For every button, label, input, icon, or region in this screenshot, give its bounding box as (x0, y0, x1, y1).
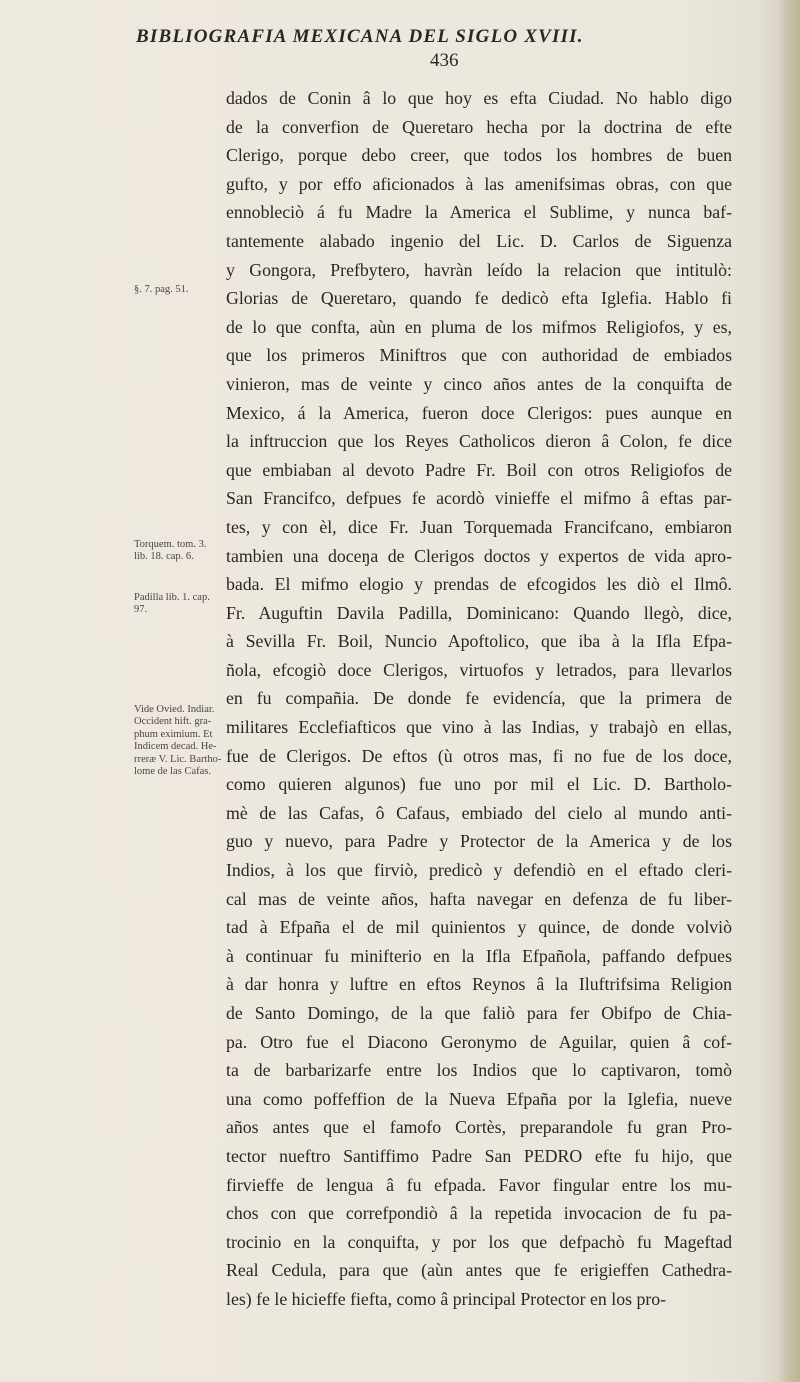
text-line: en fu compañia. De donde fe evidencía, que la primera de (226, 688, 732, 709)
text-line: Indios, à los que firviò, predicò y defendiò en el eftado cleri- (226, 860, 732, 881)
text-line: ennobleciò á fu Madre la America el Sublime, y nunca baf- (226, 202, 732, 223)
margin-note-line: 97. (134, 604, 148, 616)
text-line: años antes que el famofo Cortès, preparandole fu gran Pro- (226, 1117, 732, 1138)
text-line: tantemente alabado ingenio del Lic. D. Carlos de Siguenza (226, 230, 732, 251)
text-line: cal mas de veinte años, hafta navegar en defenza de fu liber- (226, 888, 732, 909)
margin-note-line: Padilla lib. 1. cap. (134, 592, 210, 603)
page-number: 436 (430, 50, 459, 71)
text-line: tad à Efpaña el de mil quinientos y quince, de donde volviò (226, 917, 732, 938)
text-line: tector nueftro Santiffimo Padre San PEDRO efte fu hijo, que (226, 1145, 732, 1166)
text-line: militares Ecclefiafticos que vino à las Indias, y trabajò en ellas, (226, 717, 732, 738)
margin-note-4 (134, 704, 226, 778)
text-line: les) fe le hicieffe fiefta, como â principal Protector en los pro- (226, 1288, 667, 1309)
text-line: una como poffeffion de la Nueva Efpaña por la Iglefia, nueve (226, 1088, 732, 1109)
margin-note-line: lib. 18. cap. 6. (134, 551, 194, 563)
margin-note-line: Indicem decad. He- (134, 741, 217, 753)
text-line: Fr. Auguftin Davila Padilla, Dominicano: Quando llegò, dice, (226, 602, 732, 623)
text-line: chos con que correfpondiò â la repetida invocacion de fu pa- (226, 1203, 732, 1224)
text-line: ñola, efcogiò doce Clerigos, virtuofos y letrados, para llevarlos (226, 659, 732, 680)
margin-note-line: lome de las Cafas. (134, 766, 211, 778)
margin-note-3 (134, 592, 226, 617)
text-line: pa. Otro fue el Diacono Geronymo de Aguilar, quien â cof- (226, 1031, 732, 1052)
text-line: tes, y con èl, dice Fr. Juan Torquemada Francifcano, embiaron (226, 516, 732, 537)
margin-note-line: Torquem. tom. 3. (134, 539, 207, 550)
text-line: ta de barbarizarfe entre los Indios que lo captivaron, tomò (226, 1060, 732, 1081)
text-line: Real Cedula, para que (aùn antes que fe erigieffen Cathedra- (226, 1260, 732, 1281)
text-line: dados de Conin â lo que hoy es efta Ciudad. No hablo digo (226, 88, 732, 108)
text-line: la inftruccion que los Reyes Catholicos dieron â Colon, fe dice (226, 431, 732, 452)
text-line: gufto, y por effo aficionados à las amenifsimas obras, con que (226, 173, 732, 194)
text-line: mè de las Cafas, ô Cafaus, embiado del cielo al mundo anti- (226, 802, 732, 823)
margin-note-line: Vide Ovied. Indiar. (134, 704, 215, 715)
text-line: fue de Clerigos. De eftos (ù otros mas, fi no fue de los doce, (226, 745, 732, 766)
margin-note-line: §. 7. pag. 51. (134, 284, 189, 295)
body-text (226, 84, 732, 1314)
text-line: como quieren algunos) fue uno por mil el Lic. D. Bartholo- (226, 774, 732, 795)
text-line: à dar honra y luftre en eftos Reynos â la Iluftrifsima Religion (226, 974, 732, 995)
text-line: vinieron, mas de veinte y cinco años antes de la conquifta de (226, 373, 732, 394)
running-title: BIBLIOGRAFIA MEXICANA DEL SIGLO XVIII. (136, 26, 584, 47)
margin-note-line: Occident hift. gra- (134, 716, 212, 728)
margin-note-line: rreræ V. Lic. Bartho- (134, 753, 222, 765)
text-line: à Sevilla Fr. Boil, Nuncio Apoftolico, que iba à la Ifla Efpa- (226, 631, 732, 652)
page-edge-shadow (778, 0, 800, 1382)
text-line: guo y nuevo, para Padre y Protector de la America y de los (226, 831, 732, 852)
text-line: que embiaban al devoto Padre Fr. Boil con otros Religiofos de (226, 459, 732, 480)
margin-note-2 (134, 539, 226, 564)
text-line: que los primeros Miniftros que con authoridad de embiados (226, 345, 732, 366)
text-line: y Gongora, Prefbytero, havràn leído la relacion que intitulò: (226, 259, 732, 280)
text-line: San Francifco, defpues fe acordò vinieffe el mifmo â eftas par- (226, 488, 732, 509)
margin-note-line: phum eximium. Et (134, 728, 213, 740)
text-line: firvieffe de lengua â fu efpada. Favor fingular entre los mu- (226, 1174, 732, 1195)
text-line: à continuar fu minifterio en la Ifla Efpañola, paffando defpues (226, 945, 732, 966)
text-line: bada. El mifmo elogio y prendas de efcogidos les diò el Ilmô. (226, 574, 732, 595)
text-line: Clerigo, porque debo creer, que todos los hombres de buen (226, 145, 732, 166)
margin-note-1 (134, 284, 226, 296)
text-line: trocinio en la conquifta, y por los que defpachò fu Mageftad (226, 1231, 732, 1252)
text-line: de Santo Domingo, de la que faliò para fer Obifpo de Chia- (226, 1003, 732, 1023)
text-line: de lo que confta, aùn en pluma de los mifmos Religiofos, y es, (226, 316, 732, 337)
text-line: tambien una doceŋa de Clerigos doctos y expertos de vida apro- (226, 545, 732, 566)
text-line: Mexico, á la America, fueron doce Clerigos: pues aunque en (226, 402, 732, 423)
text-line: Glorias de Queretaro, quando fe dedicò efta Iglefia. Hablo fi (226, 288, 732, 309)
text-line: de la converfion de Queretaro hecha por la doctrina de efte (226, 116, 732, 137)
